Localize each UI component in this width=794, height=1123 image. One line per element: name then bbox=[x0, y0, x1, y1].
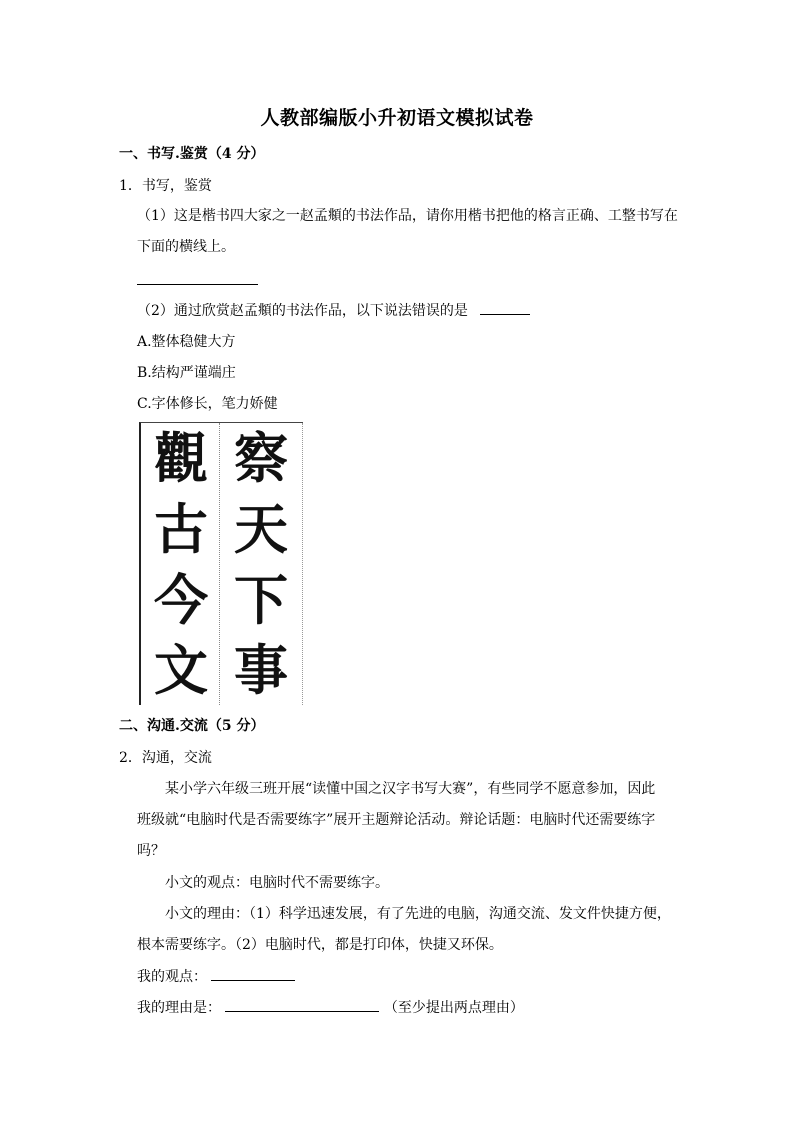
question1-sub2 bbox=[137, 300, 530, 321]
my-view-label: 我的观点： bbox=[137, 969, 207, 985]
calligraphy-divider bbox=[219, 423, 220, 705]
calligraphy-image bbox=[139, 422, 303, 705]
my-reason-label: 我的理由是： bbox=[137, 1000, 221, 1016]
my-reason-blank[interactable] bbox=[225, 997, 379, 1012]
question2-para1-line1: 某小学六年级三班开展“读懂中国之汉字书写大赛”，有些同学不愿意参加，因此 bbox=[165, 781, 656, 797]
calligraphy-char: 察 bbox=[234, 426, 288, 490]
calligraphy-left-column bbox=[141, 423, 221, 705]
option-b[interactable]: B.结构严谨端庄 bbox=[137, 365, 236, 381]
question1-label: 1．书写，鉴赏 bbox=[119, 178, 212, 194]
question2-label: 2．沟通，交流 bbox=[119, 750, 212, 766]
section2-heading: 二、沟通.交流（5 分） bbox=[119, 718, 265, 734]
my-reason-note: （至少提出两点理由） bbox=[383, 1000, 524, 1016]
xiaowen-reason-line1: 小文的理由：（1）科学迅速发展，有了先进的电脑，沟通交流、发文件快捷方便， bbox=[165, 906, 671, 922]
question2-para1-line2: 班级就“电脑时代是否需要练字”展开主题辩论活动。辩论话题：电脑时代还需要练字 bbox=[137, 812, 656, 828]
xiaowen-reason-line2: 根本需要练字。（2）电脑时代，都是打印体，快捷又环保。 bbox=[137, 937, 503, 953]
my-reason-row bbox=[137, 997, 524, 1018]
my-view-row bbox=[137, 966, 295, 987]
calligraphy-edge bbox=[302, 423, 303, 705]
answer-line-1[interactable] bbox=[137, 284, 258, 285]
page-title: 人教部编版小升初语文模拟试卷 bbox=[260, 107, 534, 129]
calligraphy-char: 古 bbox=[154, 497, 208, 561]
calligraphy-char: 下 bbox=[234, 568, 288, 632]
calligraphy-char: 天 bbox=[234, 497, 288, 561]
calligraphy-right-column bbox=[221, 423, 301, 705]
question1-sub2-text: （2）通过欣赏赵孟頫的书法作品，以下说法错误的是 bbox=[137, 303, 468, 319]
calligraphy-char: 文 bbox=[154, 638, 208, 702]
option-c[interactable]: C.字体修长，笔力娇健 bbox=[137, 396, 278, 412]
question2-para1-line3: 吗？ bbox=[137, 843, 165, 859]
question1-sub1-line1: （1）这是楷书四大家之一赵孟頫的书法作品，请你用楷书把他的格言正确、工整书写在 bbox=[137, 208, 678, 224]
xiaowen-view: 小文的观点：电脑时代不需要练字。 bbox=[165, 875, 389, 891]
calligraphy-char: 今 bbox=[154, 568, 208, 632]
section1-heading: 一、书写.鉴赏（4 分） bbox=[119, 146, 265, 162]
calligraphy-char: 觀 bbox=[154, 426, 208, 490]
question1-sub1-line2: 下面的横线上。 bbox=[137, 239, 235, 255]
answer-blank-sub2[interactable] bbox=[480, 300, 530, 315]
my-view-blank[interactable] bbox=[211, 966, 295, 981]
calligraphy-char: 事 bbox=[234, 638, 288, 702]
option-a[interactable]: A.整体稳健大方 bbox=[137, 334, 236, 350]
